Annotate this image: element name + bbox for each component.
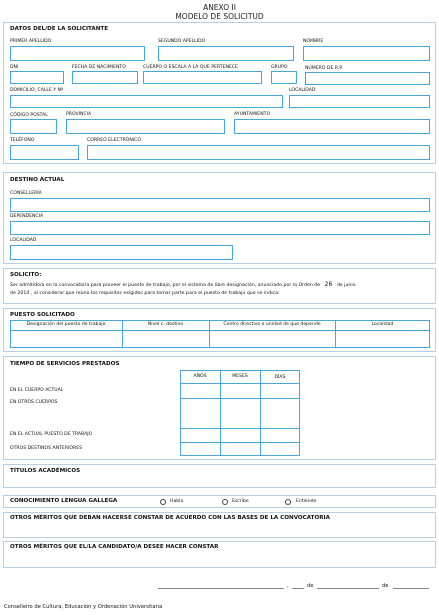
dependency-label: DEPENDENCIA bbox=[10, 214, 44, 219]
group-label: GRUPO bbox=[271, 65, 288, 70]
first-surname-field[interactable] bbox=[10, 46, 145, 61]
service-time-header-divider bbox=[180, 383, 300, 384]
address-label: DOMICILIO, CALLE Y Nº bbox=[10, 88, 64, 93]
rp-number-label: NÚMERO DE R.P. bbox=[305, 66, 343, 71]
request-day: 26 bbox=[324, 281, 333, 288]
col-days: DÍAS bbox=[274, 375, 286, 380]
requested-post-title: PUESTO SOLICITADO bbox=[10, 312, 75, 318]
service-time-col-divider-2 bbox=[260, 370, 261, 456]
writes-label: Escribe bbox=[232, 499, 249, 504]
request-line-2: de 2014 , al considerar que reúno los requisitos exigidos para tomar parte para el puesto de trabajo que se indica: bbox=[10, 291, 280, 296]
row-current-body: EN EL CUERPO ACTUAL bbox=[10, 388, 64, 393]
phone-field[interactable] bbox=[10, 145, 79, 160]
rp-number-field[interactable] bbox=[305, 72, 430, 85]
name-label: NOMBRE bbox=[303, 39, 324, 44]
locality-field[interactable] bbox=[289, 95, 430, 108]
locality-label: LOCALIDAD bbox=[289, 88, 316, 93]
service-time-row-divider-1 bbox=[180, 398, 300, 399]
applicant-section bbox=[3, 22, 436, 164]
col-level: Nivel c. destino bbox=[147, 322, 184, 327]
recipient: Conselleiro de Cultura, Educación y Ordenación Universitaria bbox=[4, 604, 163, 610]
department-field[interactable] bbox=[10, 198, 430, 212]
signature-comma: , bbox=[287, 583, 289, 589]
email-label: CORREO ELECTRÓNICO bbox=[87, 138, 141, 143]
postal-code-label: CÓDIGO POSTAL bbox=[10, 113, 48, 118]
page-title: MODELO DE SOLICITUD bbox=[175, 12, 264, 21]
first-surname-label: PRIMER APELLIDO bbox=[10, 39, 52, 44]
request-month: de junio bbox=[336, 283, 356, 288]
dni-label: DNI bbox=[10, 65, 19, 70]
body-scale-field[interactable] bbox=[143, 71, 262, 84]
request-title: SOLICITO: bbox=[10, 272, 42, 278]
locality-cell[interactable] bbox=[336, 331, 430, 347]
year-line[interactable] bbox=[393, 588, 429, 589]
row-previous-posts: OTROS DESTINOS ANTERIORES bbox=[10, 446, 83, 451]
province-field[interactable] bbox=[66, 119, 225, 134]
signature-de-1: de bbox=[307, 583, 314, 589]
level-cell[interactable] bbox=[123, 331, 209, 347]
col-designation: Designación del puesto de trabajo bbox=[26, 322, 106, 327]
second-surname-label: SEGUNDO APELLIDO bbox=[158, 39, 206, 44]
day-line[interactable] bbox=[292, 588, 304, 589]
province-label: PROVINCIA bbox=[66, 112, 92, 117]
signature-de-2: de bbox=[382, 583, 389, 589]
request-line-1-text: Ser admitido/a en la convocatoria para proveer el puesto de trabajo, por el sistema de libre designación, anunciado por la Orden de bbox=[10, 283, 321, 288]
row-other-bodies: EN OTROS CUERPOS bbox=[10, 400, 58, 405]
galician-title: CONOCIMIENTO LENGUA GALLEGA bbox=[10, 498, 118, 504]
dni-field[interactable] bbox=[10, 71, 64, 84]
second-surname-field[interactable] bbox=[158, 46, 294, 61]
understands-radio[interactable] bbox=[285, 499, 291, 505]
col-center: Centro directivo o unidad de que depende bbox=[223, 322, 321, 327]
annex-label: ANEXO II bbox=[203, 3, 236, 12]
birth-date-label: FECHA DE NACIMIENTO bbox=[72, 65, 126, 70]
request-line-1 bbox=[10, 281, 356, 290]
place-line[interactable] bbox=[158, 588, 284, 589]
council-label: AYUNTAMIENTO bbox=[234, 112, 271, 117]
service-time-row-divider-2 bbox=[180, 428, 300, 429]
row-current-post: EN EL ACTUAL PUESTO DE TRABAJO bbox=[10, 432, 93, 437]
service-time-col-divider-1 bbox=[220, 370, 221, 456]
current-locality-label: LOCALIDAD bbox=[10, 238, 37, 243]
council-field[interactable] bbox=[234, 119, 430, 134]
body-scale-label: CUERPO O ESCALA A LA QUE PERTENECE bbox=[143, 65, 238, 70]
speaks-radio[interactable] bbox=[160, 499, 166, 505]
service-time-title: TIEMPO DE SERVICIOS PRESTADOS bbox=[10, 361, 120, 367]
current-locality-field[interactable] bbox=[10, 245, 233, 260]
speaks-label: Habla bbox=[170, 499, 184, 504]
col-months: MESES bbox=[232, 374, 248, 379]
department-label: CONSELLERÍA bbox=[10, 191, 42, 196]
service-time-row-divider-3 bbox=[180, 442, 300, 443]
phone-label: TELÉFONO bbox=[10, 138, 35, 143]
postal-code-field[interactable] bbox=[10, 119, 57, 134]
name-field[interactable] bbox=[303, 46, 430, 61]
current-post-section-title: DESTINO ACTUAL bbox=[10, 177, 65, 183]
group-field[interactable] bbox=[271, 71, 297, 84]
dependency-field[interactable] bbox=[10, 221, 430, 235]
writes-radio[interactable] bbox=[222, 499, 228, 505]
merits-candidate-title: OTROS MÉRITOS QUE EL/LA CANDIDATO/A DESEE HACER CONSTAR bbox=[10, 544, 219, 550]
address-field[interactable] bbox=[10, 95, 283, 108]
applicant-section-title: DATOS DEL/DE LA SOLICITANTE bbox=[10, 26, 109, 32]
academic-title: TÍTULOS ACADÉMICOS bbox=[10, 468, 81, 474]
birth-date-field[interactable] bbox=[72, 71, 138, 84]
merits-bases-title: OTROS MÉRITOS QUE DEBAN HACERSE CONSTAR DE ACUERDO CON LAS BASES DE LA CONVOCATORIA bbox=[10, 515, 330, 521]
email-field[interactable] bbox=[87, 145, 430, 160]
col-locality: Localidad bbox=[371, 322, 394, 327]
col-years: AÑOS bbox=[193, 374, 207, 379]
month-line[interactable] bbox=[317, 588, 379, 589]
center-cell[interactable] bbox=[210, 331, 335, 347]
designation-cell[interactable] bbox=[11, 331, 122, 347]
understands-label: Entiende bbox=[296, 499, 317, 504]
